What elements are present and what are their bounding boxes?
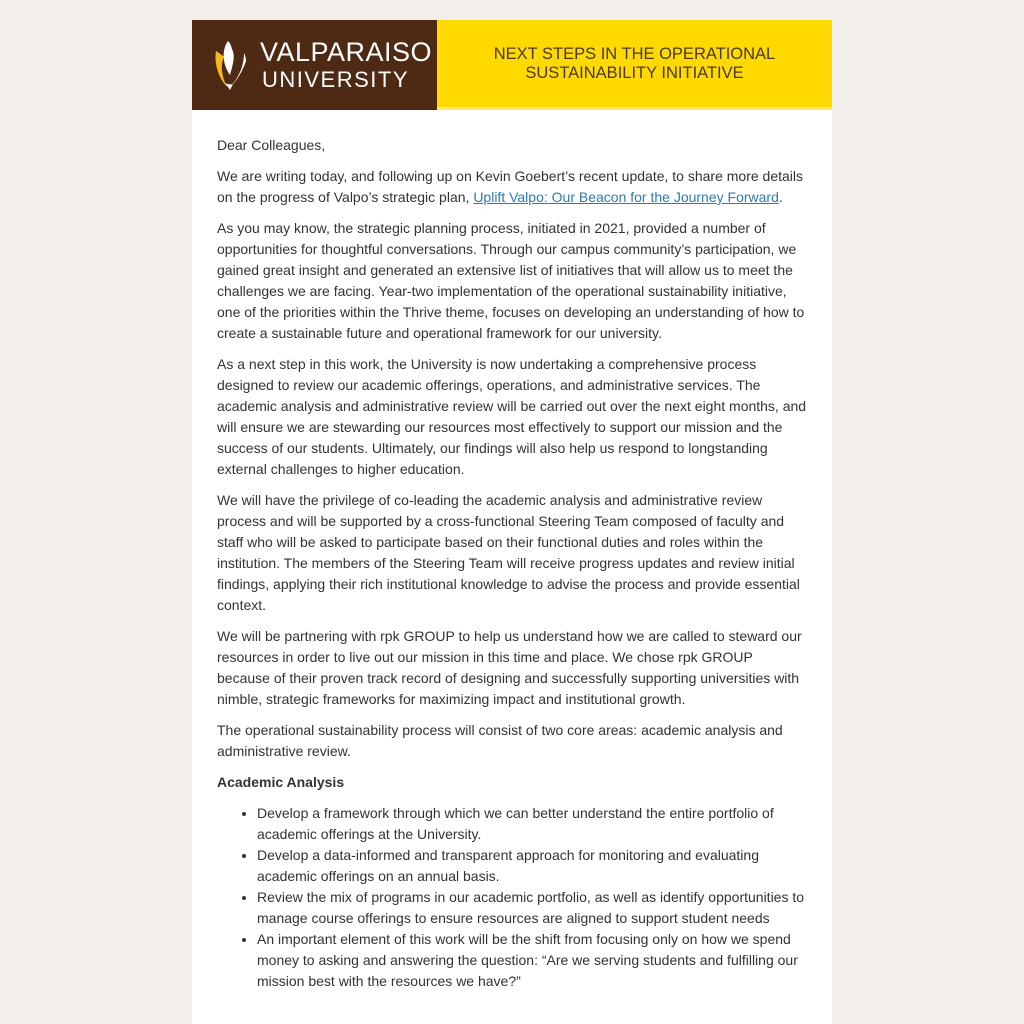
paragraph-core-areas: The operational sustainability process will consist of two core areas: academic analysis and administrative review. <box>217 722 783 759</box>
email-title: NEXT STEPS IN THE OPERATIONAL SUSTAINABILITY INITIATIVE <box>493 44 776 82</box>
university-logo <box>192 20 437 110</box>
academic-analysis-list <box>217 803 807 992</box>
academic-analysis-heading: Academic Analysis <box>217 774 345 790</box>
intro-text-end: . <box>778 189 783 205</box>
list-item: • Develop a framework through which we can better understand the entire portfolio of academic offerings at the University. <box>257 803 807 845</box>
paragraph-rpk-group: We will be partnering with rpk GROUP to help us understand how we are called to steward our resources in order to live out our mission in this time and place. We chose rpk GROUP because of their proven track record of designing and successfully supporting universities with nimble, strategic frameworks for maximizing impact and institutional growth. <box>217 628 802 707</box>
list-item: • Develop a data-informed and transparent approach for monitoring and evaluating academic offerings on an annual basis. <box>257 845 807 887</box>
paragraph-strategic-planning: As you may know, the strategic planning process, initiated in 2021, provided a number of opportunities for thoughtful conversations. Through our campus community’s participation, we gained great insight and generated an extensive list of initiatives that will allow us to meet the challenges we are facing. Year-two implementation of the operational sustainability initiative, one of the priorities within the Thrive theme, focuses on developing an understanding of how to create a sustainable future and operational framework for our university. <box>217 220 805 341</box>
logo-line-valparaiso: VALPARAISO <box>260 37 433 67</box>
paragraph-intro <box>217 166 807 208</box>
email-container <box>192 20 832 1024</box>
email-header <box>192 20 832 110</box>
greeting: Dear Colleagues, <box>217 137 326 153</box>
paragraph-next-step: As a next step in this work, the University is now undertaking a comprehensive process designed to review our academic offerings, operations, and administrative services. The academic analysis and administrative review will be carried out over the next eight months, and will ensure we are stewarding our resources most effectively to support our mission and the success of our students. Ultimately, our findings will also help us respond to longstanding external challenges to higher education. <box>217 356 807 477</box>
logo-line-university: UNIVERSITY <box>262 67 410 92</box>
intro-text: We are writing today, and following up on Kevin Goebert’s recent update, to share more details on the progress of Valpo’s strategic plan, <box>217 168 804 205</box>
paragraph-steering-team: We will have the privilege of co-leading the academic analysis and administrative review process and will be supported by a cross-functional Steering Team composed of faculty and staff who will be asked to participate based on their functional duties and roles within the institution. The members of the Steering Team will receive progress updates and review initial findings, applying their rich institutional knowledge to advise the process and provide essential context. <box>217 492 800 613</box>
flame-icon <box>210 39 250 91</box>
email-body <box>192 110 832 992</box>
list-item: • An important element of this work will be the shift from focusing only on how we spend money to asking and answering the question: “Are we serving students and fulfilling our mission best with the resources we have?” <box>257 929 807 992</box>
strategic-plan-link[interactable]: Uplift Valpo: Our Beacon for the Journey Forward <box>473 189 779 205</box>
list-item: • Review the mix of programs in our academic portfolio, as well as identify opportunities to manage course offerings to ensure resources are aligned to support student needs <box>257 887 807 929</box>
logo-wordmark <box>260 39 432 91</box>
header-title-block <box>437 20 832 110</box>
